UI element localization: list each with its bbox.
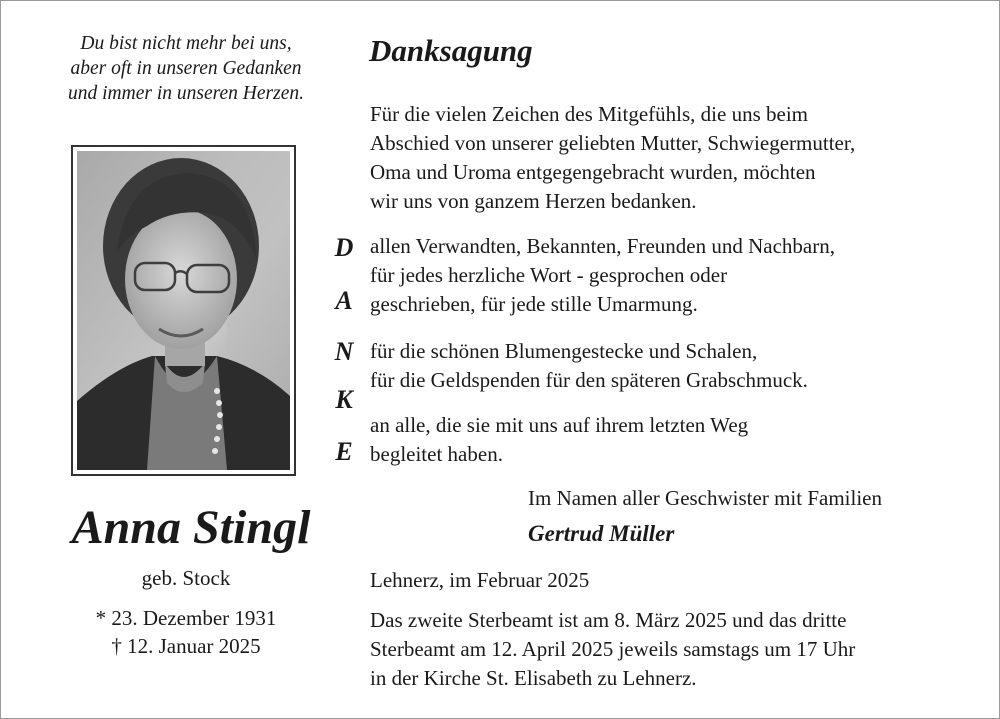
verse-line: Du bist nicht mehr bei uns, [80, 33, 292, 54]
text-line: wir uns von ganzem Herzen bedanken. [370, 189, 697, 213]
danke-letter: D [334, 233, 354, 262]
deceased-name: Anna Stingl [71, 501, 311, 554]
place-date: Lehnerz, im Februar 2025 [370, 568, 590, 592]
thanks-relatives [370, 232, 835, 319]
thanks-companions [370, 411, 748, 469]
verse-line: aber oft in unseren Gedanken [70, 58, 302, 79]
maiden-name: geb. Stock [141, 566, 231, 590]
verse-line: und immer in unseren Herzen. [68, 83, 304, 104]
signer-name: Gertrud Müller [528, 521, 675, 546]
text-line: in der Kirche St. Elisabeth zu Lehnerz. [370, 666, 697, 690]
requiem-notice [370, 606, 855, 693]
thanks-paragraph [370, 100, 855, 216]
birth-date: * 23. Dezember 1931 [95, 606, 277, 630]
families-note: Im Namen aller Geschwister mit Familien [528, 486, 882, 510]
thanks-flowers [370, 337, 808, 395]
heading-danksagung: Danksagung [369, 33, 533, 68]
portrait-frame [71, 145, 296, 476]
text-line: für jedes herzliche Wort - gesprochen oder [370, 263, 728, 287]
text-line: Für die vielen Zeichen des Mitgefühls, die uns beim [370, 102, 808, 126]
danke-letter: A [335, 286, 353, 315]
text-line: allen Verwandten, Bekannten, Freunden und Nachbarn, [370, 234, 835, 258]
text-line: geschrieben, für jede stille Umarmung. [370, 292, 698, 316]
portrait-photo [77, 151, 290, 470]
danke-letter: K [335, 385, 353, 414]
text-line: Oma und Uroma entgegengebracht wurden, möchten [370, 160, 816, 184]
text-line: begleitet haben. [370, 442, 503, 466]
text-line: für die schönen Blumengestecke und Schalen, [370, 339, 758, 363]
text-line: an alle, die sie mit uns auf ihrem letzten Weg [370, 413, 749, 437]
text-line: für die Geldspenden für den späteren Grabschmuck. [370, 368, 808, 392]
text-line: Abschied von unserer geliebten Mutter, Schwiegermutter, [370, 131, 856, 155]
death-date: † 12. Januar 2025 [111, 634, 261, 658]
text-line: Sterbeamt am 12. April 2025 jeweils samstags um 17 Uhr [370, 637, 856, 661]
text-line: Das zweite Sterbeamt ist am 8. März 2025 und das dritte [370, 608, 847, 632]
danke-letter: E [335, 437, 353, 466]
memorial-verse [31, 31, 341, 106]
danke-letter: N [334, 337, 354, 366]
